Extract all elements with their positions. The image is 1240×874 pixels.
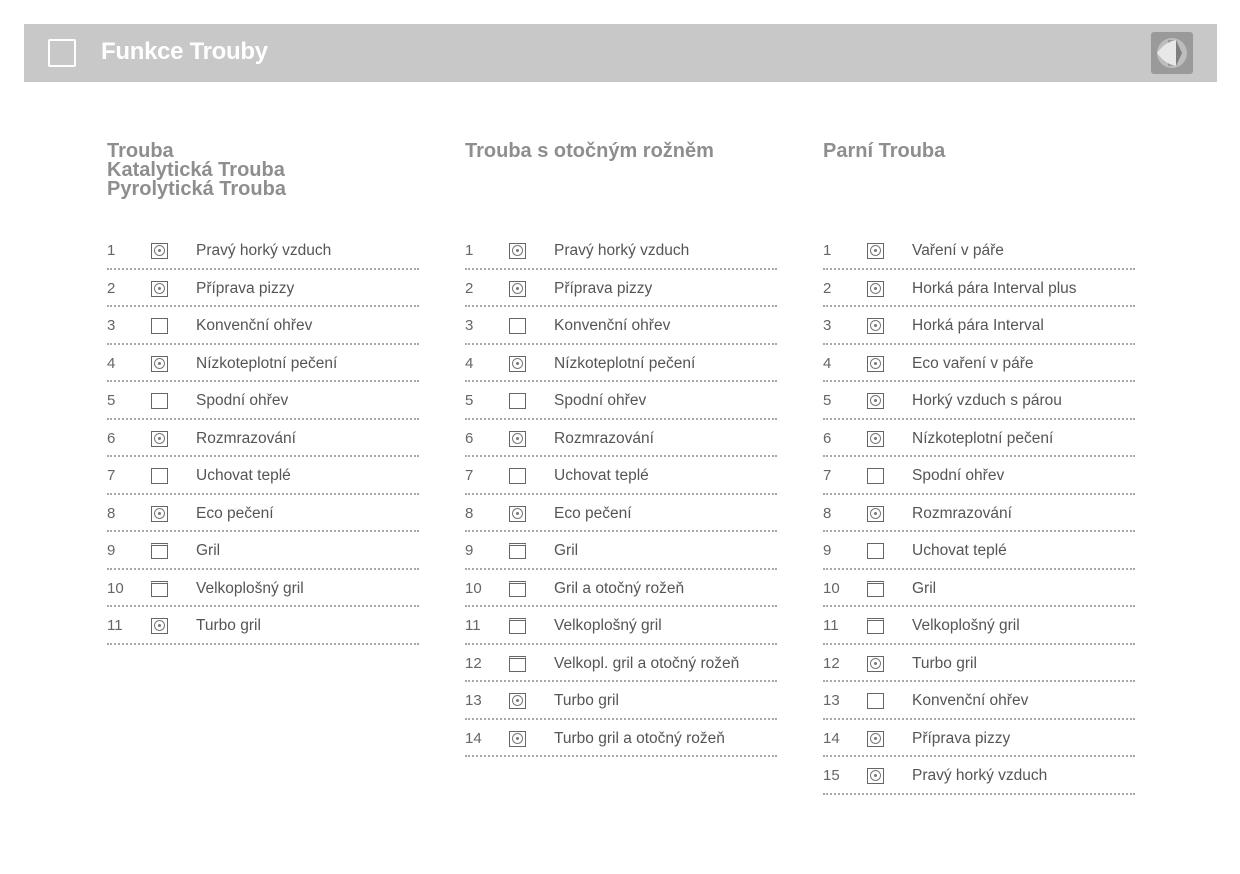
fan-icon — [867, 356, 884, 372]
item-number: 14 — [465, 729, 482, 747]
item-number: 6 — [107, 429, 116, 447]
list-item — [465, 607, 777, 645]
item-number: 9 — [823, 542, 832, 559]
item-number: 12 — [823, 654, 840, 672]
item-label: Velkoplošný gril — [554, 617, 662, 634]
fan-icon — [867, 431, 884, 447]
item-number: 5 — [107, 392, 116, 409]
item-label: Eco vaření v páře — [912, 354, 1034, 372]
fan-icon — [509, 506, 526, 522]
list-item — [465, 720, 777, 758]
list-item — [823, 307, 1135, 345]
item-label: Turbo gril — [554, 692, 619, 709]
item-number: 3 — [823, 317, 832, 334]
item-label: Pravý horký vzduch — [912, 767, 1048, 784]
item-number: 5 — [465, 392, 474, 409]
item-label: Příprava pizzy — [196, 279, 295, 297]
grill-icon — [867, 618, 884, 634]
item-number: 6 — [823, 429, 832, 447]
item-number: 7 — [465, 467, 474, 484]
list-item — [823, 270, 1135, 308]
fan-icon — [867, 656, 884, 672]
list-item — [823, 570, 1135, 608]
list-item — [107, 570, 419, 608]
item-label: Turbo gril — [196, 617, 261, 634]
item-number: 2 — [823, 279, 832, 297]
item-label: Velkoplošný gril — [196, 579, 304, 597]
item-label: Uchovat teplé — [912, 542, 1007, 559]
function-list — [107, 232, 419, 645]
list-item — [107, 607, 419, 645]
column-title — [465, 142, 777, 232]
oven-icon — [867, 468, 884, 484]
item-label: Spodní ohřev — [554, 392, 647, 409]
item-label: Gril a otočný rožeň — [554, 579, 685, 597]
fan-icon — [151, 356, 168, 372]
item-number: 4 — [823, 354, 832, 372]
fan-icon — [509, 356, 526, 372]
list-item — [465, 457, 777, 495]
fan-icon — [151, 243, 168, 259]
item-number: 14 — [823, 729, 840, 747]
column-trouba — [107, 142, 419, 645]
oven-icon — [509, 468, 526, 484]
item-label: Rozmrazování — [196, 429, 296, 447]
item-number: 8 — [107, 504, 116, 522]
item-number: 6 — [465, 429, 474, 447]
list-item — [107, 532, 419, 570]
list-item — [107, 345, 419, 383]
function-list — [465, 232, 777, 757]
list-item — [107, 307, 419, 345]
item-label: Gril — [554, 542, 579, 559]
page-title: Funkce Trouby — [101, 38, 268, 65]
grill-icon — [509, 618, 526, 634]
item-label: Velkoplošný gril — [912, 617, 1020, 634]
item-label: Rozmrazování — [912, 504, 1012, 522]
grill-icon — [151, 581, 168, 597]
oven-icon — [867, 693, 884, 709]
fan-icon — [509, 731, 526, 747]
oven-icon — [151, 318, 168, 334]
item-label: Uchovat teplé — [554, 467, 649, 484]
item-label: Eco pečení — [554, 504, 632, 522]
item-number: 5 — [823, 392, 832, 409]
item-label: Nízkoteplotní pečení — [912, 429, 1054, 447]
title-line: Trouba s otočným rožněm — [465, 140, 714, 162]
item-number: 4 — [107, 354, 116, 372]
item-number: 10 — [823, 579, 840, 597]
item-number: 11 — [107, 617, 123, 634]
item-number: 1 — [465, 242, 474, 259]
grill-icon — [867, 581, 884, 597]
item-number: 8 — [823, 504, 832, 522]
item-label: Konvenční ohřev — [554, 317, 671, 334]
list-item — [823, 382, 1135, 420]
item-label: Turbo gril — [912, 654, 977, 672]
item-number: 2 — [107, 279, 116, 297]
grill-icon — [509, 656, 526, 672]
fan-icon — [867, 243, 884, 259]
item-label: Příprava pizzy — [912, 729, 1011, 747]
fan-icon — [867, 393, 884, 409]
list-item — [823, 720, 1135, 758]
item-label: Horký vzduch s párou — [912, 392, 1062, 409]
column-title — [107, 142, 419, 232]
fan-icon — [509, 281, 526, 297]
list-item — [465, 532, 777, 570]
item-number: 7 — [823, 467, 832, 484]
item-label: Horká pára Interval plus — [912, 279, 1077, 297]
item-number: 1 — [823, 242, 832, 259]
item-number: 15 — [823, 767, 840, 784]
electrolux-logo-icon — [1151, 32, 1193, 74]
fan-icon — [867, 281, 884, 297]
item-label: Pravý horký vzduch — [554, 242, 690, 259]
list-item — [465, 270, 777, 308]
list-item — [107, 382, 419, 420]
item-number: 1 — [107, 242, 116, 259]
oven-icon — [151, 393, 168, 409]
grill-icon — [509, 581, 526, 597]
item-number: 2 — [465, 279, 474, 297]
list-item — [823, 232, 1135, 270]
list-item — [823, 495, 1135, 533]
column-title — [823, 142, 1135, 232]
list-item — [823, 457, 1135, 495]
title-line: Parní Trouba — [823, 140, 946, 162]
item-number: 10 — [465, 579, 482, 597]
function-list — [823, 232, 1135, 795]
list-item — [465, 232, 777, 270]
grill-icon — [151, 543, 168, 559]
item-label: Gril — [196, 542, 221, 559]
grill-icon — [509, 543, 526, 559]
item-number: 3 — [465, 317, 474, 334]
item-number: 3 — [107, 317, 116, 334]
item-number: 12 — [465, 654, 482, 672]
fan-icon — [867, 731, 884, 747]
fan-icon — [867, 506, 884, 522]
fan-icon — [867, 318, 884, 334]
item-label: Nízkoteplotní pečení — [196, 354, 338, 372]
title-line: Trouba — [107, 140, 174, 162]
list-item — [107, 457, 419, 495]
item-label: Konvenční ohřev — [912, 692, 1029, 709]
fan-icon — [509, 431, 526, 447]
item-label: Horká pára Interval — [912, 317, 1044, 334]
item-number: 11 — [465, 617, 481, 634]
list-item — [107, 495, 419, 533]
list-item — [465, 345, 777, 383]
item-number: 13 — [465, 692, 482, 709]
oven-icon — [509, 318, 526, 334]
item-number: 10 — [107, 579, 124, 597]
list-item — [823, 607, 1135, 645]
list-item — [107, 232, 419, 270]
fan-icon — [151, 281, 168, 297]
item-label: Spodní ohřev — [912, 467, 1005, 484]
item-number: 4 — [465, 354, 474, 372]
item-label: Velkopl. gril a otočný rožeň — [554, 654, 740, 672]
list-item — [823, 420, 1135, 458]
list-item — [823, 532, 1135, 570]
item-label: Spodní ohřev — [196, 392, 289, 409]
list-item — [823, 682, 1135, 720]
column-parni-trouba — [823, 142, 1135, 795]
list-item — [465, 570, 777, 608]
item-label: Eco pečení — [196, 504, 274, 522]
list-item — [823, 345, 1135, 383]
column-trouba-rozen — [465, 142, 777, 757]
list-item — [107, 420, 419, 458]
fan-icon — [867, 768, 884, 784]
item-number: 11 — [823, 617, 839, 634]
item-label: Příprava pizzy — [554, 279, 653, 297]
list-item — [465, 420, 777, 458]
list-item — [465, 495, 777, 533]
fan-icon — [509, 693, 526, 709]
fan-icon — [151, 431, 168, 447]
list-item — [823, 757, 1135, 795]
item-label: Pravý horký vzduch — [196, 242, 332, 259]
item-label: Konvenční ohřev — [196, 317, 313, 334]
fan-icon — [151, 506, 168, 522]
header-bar — [24, 24, 1217, 82]
oven-icon — [509, 393, 526, 409]
item-label: Turbo gril a otočný rožeň — [554, 729, 725, 747]
list-item — [465, 307, 777, 345]
checkbox-icon[interactable] — [48, 39, 76, 67]
item-label: Vaření v páře — [912, 242, 1004, 259]
list-item — [107, 270, 419, 308]
list-item — [823, 645, 1135, 683]
title-line: Katalytická Trouba — [107, 159, 285, 181]
oven-icon — [151, 468, 168, 484]
item-label: Gril — [912, 579, 937, 597]
item-number: 13 — [823, 692, 840, 709]
fan-icon — [151, 618, 168, 634]
item-label: Nízkoteplotní pečení — [554, 354, 696, 372]
item-number: 8 — [465, 504, 474, 522]
item-number: 9 — [107, 542, 116, 559]
fan-icon — [509, 243, 526, 259]
item-label: Rozmrazování — [554, 429, 654, 447]
oven-icon — [867, 543, 884, 559]
item-number: 9 — [465, 542, 474, 559]
list-item — [465, 382, 777, 420]
item-number: 7 — [107, 467, 116, 484]
title-line: Pyrolytická Trouba — [107, 178, 286, 200]
list-item — [465, 645, 777, 683]
item-label: Uchovat teplé — [196, 467, 291, 484]
list-item — [465, 682, 777, 720]
